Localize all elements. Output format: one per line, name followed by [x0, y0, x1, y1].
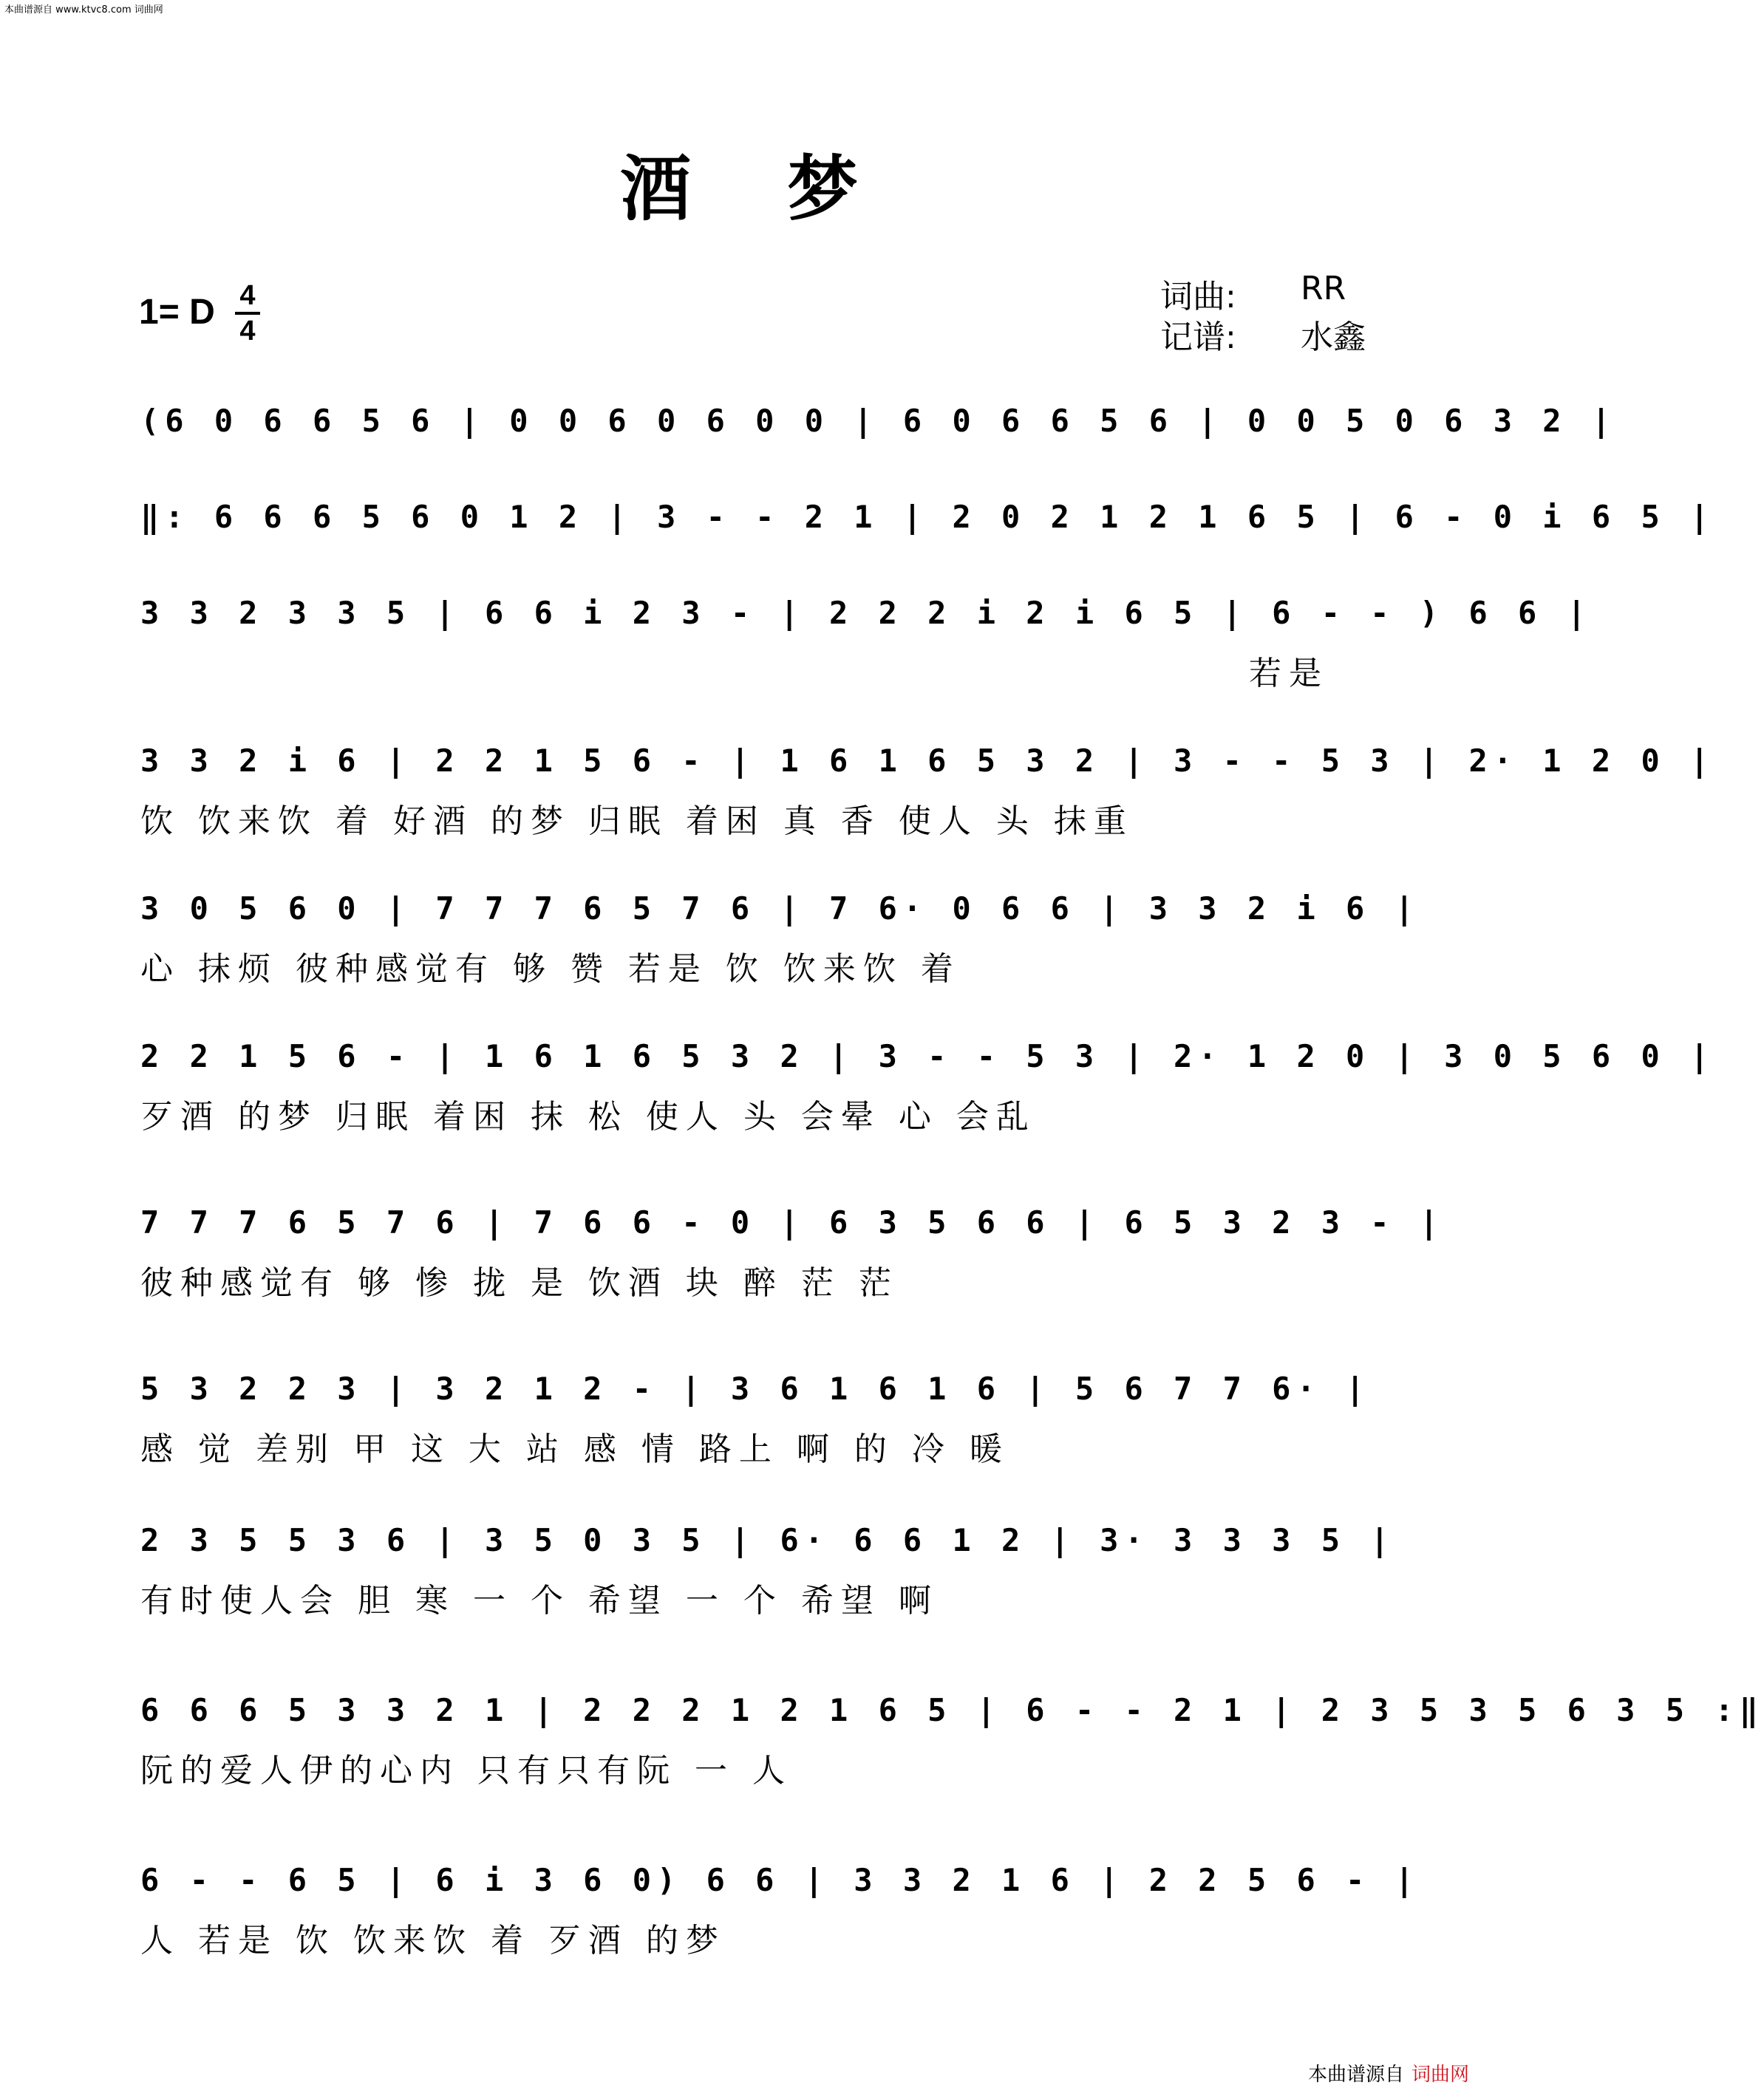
notation-line: 6 - - 6 5 | 6 i 3 6 0) 6 6 | 3 3 2 1 6 | 2 2 5 6 - | [140, 1862, 1420, 1898]
lyric-line: 歹酒 的梦 归眠 着困 抹 松 使人 头 会晕 心 会乱 [140, 1098, 1036, 1136]
score-row-1 [140, 403, 1617, 514]
score-row-2 [140, 499, 1715, 610]
lyric-line: 彼种感觉有 够 惨 拢 是 饮酒 块 醉 茫 茫 [140, 1264, 899, 1302]
credit-transcriber-label: 记谱: [1160, 318, 1236, 356]
lyric-line: 阮的爱人伊的心内 只有只有阮 一 人 [140, 1752, 792, 1790]
notation-line: 3 3 2 3 3 5 | 6 6 i 2 3 - | 2 2 2 i 2 i 6 5 | 6 - - ) 6 6 | [140, 595, 1592, 631]
footer-source-text: 本曲谱源自 [1307, 2064, 1404, 2086]
meter-top: 4 [239, 280, 256, 311]
score-row-7 [140, 1204, 1445, 1315]
notation-line: 3 3 2 i 6 | 2 2 1 5 6 - | 1 6 1 6 5 3 2 | 3 - - 5 3 | 2· 1 2 0 | [140, 743, 1715, 779]
footer-brand-link[interactable]: 词曲网 [1411, 2064, 1469, 2086]
score-row-4 [140, 743, 1715, 853]
notation-line: 6 6 6 5 3 3 2 1 | 2 2 2 1 2 1 6 5 | 6 - - 2 1 | 2 3 5 3 5 6 3 5 :‖ [140, 1692, 1764, 1728]
notation-line: (6 0 6 6 5 6 | 0 0 6 0 6 0 0 | 6 0 6 6 5 6 | 0 0 5 0 6 3 2 | [140, 403, 1617, 439]
notation-line: 2 2 1 5 6 - | 1 6 1 6 5 3 2 | 3 - - 5 3 | 2· 1 2 0 | 3 0 5 6 0 | [140, 1038, 1715, 1074]
lyric-line: 饮 饮来饮 着 好酒 的梦 归眠 着困 真 香 使人 头 抹重 [140, 802, 1134, 840]
lyric-line: 若是 [1249, 655, 1329, 692]
score-row-5 [140, 890, 1420, 1001]
credit-transcriber [1160, 310, 1366, 358]
notation-line: ‖: 6 6 6 5 6 0 1 2 | 3 - - 2 1 | 2 0 2 1 2 1 6 5 | 6 - 0 i 6 5 | [140, 499, 1715, 535]
notation-line: 7 7 7 6 5 7 6 | 7 6 6 - 0 | 6 3 5 6 6 | 6 5 3 2 3 - | [140, 1204, 1445, 1241]
score-row-11 [140, 1862, 1420, 1973]
credit-transcriber-value: 水鑫 [1301, 318, 1366, 356]
credit-lyrics-music-label: 词曲: [1160, 278, 1236, 315]
meter-bottom: 4 [239, 315, 256, 347]
lyric-line: 心 抹烦 彼种感觉有 够 赞 若是 饮 饮来饮 着 [140, 950, 961, 988]
notation-line: 2 3 5 5 3 6 | 3 5 0 3 5 | 6· 6 6 1 2 | 3· 3 3 3 5 | [140, 1522, 1395, 1558]
credit-lyrics-music-value: RR [1301, 270, 1346, 307]
notation-line: 3 0 5 6 0 | 7 7 7 6 5 7 6 | 7 6· 0 6 6 | 3 3 2 i 6 | [140, 890, 1420, 927]
score-row-3 [140, 595, 1592, 706]
song-title: 酒梦 [620, 147, 954, 231]
lyric-line: 感 觉 差别 甲 这 大 站 感 情 路上 啊 的 冷 暖 [140, 1430, 1009, 1468]
lyric-line: 有时使人会 胆 寒 一 个 希望 一 个 希望 啊 [140, 1582, 939, 1620]
score-row-6 [140, 1038, 1715, 1149]
key-signature: 1= D [139, 293, 215, 332]
score-row-8 [140, 1371, 1371, 1481]
notation-line: 5 3 2 2 3 | 3 2 1 2 - | 3 6 1 6 1 6 | 5 6 7 7 6· | [140, 1371, 1371, 1407]
footer-source [1308, 2059, 1469, 2087]
score-row-10 [140, 1692, 1764, 1803]
site-note: 本曲谱源自 www.ktvc8.com 词曲网 [4, 4, 163, 16]
meter-divider [235, 312, 260, 315]
lyric-line: 人 若是 饮 饮来饮 着 歹酒 的梦 [140, 1922, 726, 1959]
score-row-9 [140, 1522, 1395, 1633]
time-signature [235, 281, 260, 346]
